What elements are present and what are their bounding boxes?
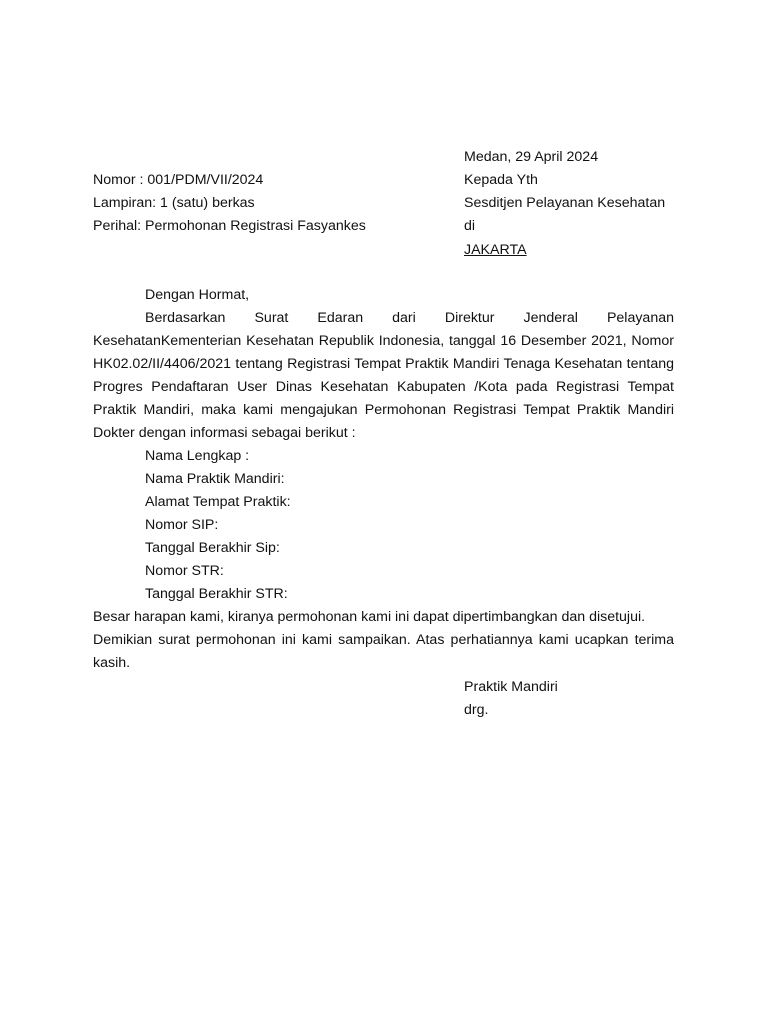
closing-line: Demikian surat permohonan ini kami sampaikan. Atas perhatiannya kami ucapkan terima bbox=[93, 632, 674, 648]
recipient-di: di bbox=[464, 218, 476, 234]
kepada-yth: Kepada Yth bbox=[464, 172, 538, 188]
recipient-city: JAKARTA bbox=[464, 242, 527, 258]
lampiran: Lampiran: 1 (satu) berkas bbox=[93, 195, 255, 211]
place-date: Medan, 29 April 2024 bbox=[464, 149, 599, 165]
field-tanggal-str: Tanggal Berakhir STR: bbox=[145, 586, 288, 602]
field-nama-lengkap: Nama Lengkap : bbox=[145, 448, 250, 464]
signature-name: drg. bbox=[464, 702, 489, 718]
field-nama-praktik: Nama Praktik Mandiri: bbox=[145, 471, 285, 487]
paragraph-line: Progres Pendaftaran User Dinas Kesehatan Kabupaten /Kota pada Registrasi Tempat bbox=[93, 379, 674, 395]
hope-sentence: Besar harapan kami, kiranya permohonan kami ini dapat dipertimbangkan dan disetujui. bbox=[93, 609, 646, 625]
salutation: Dengan Hormat, bbox=[145, 287, 250, 303]
field-alamat: Alamat Tempat Praktik: bbox=[145, 494, 291, 510]
signature-org: Praktik Mandiri bbox=[464, 679, 558, 695]
paragraph-line: Praktik Mandiri, maka kami mengajukan Permohonan Registrasi Tempat Praktik Mandiri bbox=[93, 402, 674, 418]
field-tanggal-sip: Tanggal Berakhir Sip: bbox=[145, 540, 280, 556]
paragraph-line: Berdasarkan Surat Edaran dari Direktur Jenderal Pelayanan bbox=[145, 310, 674, 326]
paragraph-line: KesehatanKementerian Kesehatan Republik Indonesia, tanggal 16 Desember 2021, Nomor bbox=[93, 333, 674, 349]
paragraph-line: HK02.02/II/4406/2021 tentang Registrasi Tempat Praktik Mandiri Tenaga Kesehatan tentang bbox=[93, 356, 674, 372]
field-nomor-sip: Nomor SIP: bbox=[145, 517, 219, 533]
perihal: Perihal: Permohonan Registrasi Fasyankes bbox=[93, 218, 366, 234]
recipient: Sesditjen Pelayanan Kesehatan bbox=[464, 195, 666, 211]
closing-line: kasih. bbox=[93, 655, 131, 671]
nomor: Nomor : 001/PDM/VII/2024 bbox=[93, 172, 264, 188]
paragraph-line: Dokter dengan informasi sebagai berikut : bbox=[93, 425, 356, 441]
field-nomor-str: Nomor STR: bbox=[145, 563, 224, 579]
